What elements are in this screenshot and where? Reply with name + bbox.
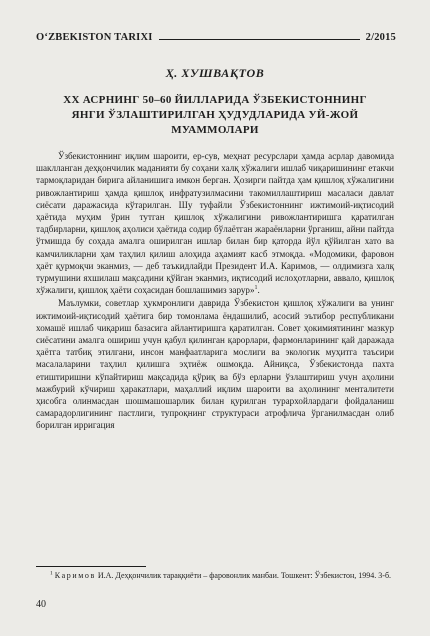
article-author: Ҳ. ХУШВАҚТОВ bbox=[165, 66, 265, 80]
footnote bbox=[36, 571, 394, 582]
header-rule bbox=[159, 39, 360, 40]
paragraph-1-end: . bbox=[257, 285, 260, 296]
footnote-text: И.А. Деҳқончилик тараққиёти – фаровонлик манбаи. Тошкент: Ўзбекистон, 1994. 3-б. bbox=[95, 571, 392, 580]
page-number: 40 bbox=[36, 599, 46, 610]
running-header bbox=[36, 27, 396, 43]
paragraph-1 bbox=[36, 150, 394, 296]
footnote-author: Каримов bbox=[54, 571, 96, 580]
paragraph-2: Маълумки, советлар ҳукмронлиги даврида Ўзбекистон қишлоқ хўжалиги ва унинг ижтимоий-иқтисодий ҳаётига бир томонлама ёндашилиб, асосий эътибор республикани хомашё ишлаб чиқариш базасига айлантиришга қаратилган. Совет ҳокимиятининг мазкур сиёсатини амалга ошириш учун қабул қилинган қарорлари, фармонларининг қай даражада ҳаётга татбиқ этилгани, инсон манфаатларига мослиги ва экологик муҳитга таъсири масалаларини таҳлил қилишга эҳтиёж ошмоқда. Айниқса, Ўзбекистонда пахта етиштиришни кўпайтириш мақсадида қўриқ ва бўз ерларни ўзлаштириш учун аҳолини мажбурий кўчириш ҳаракатлари, маҳаллий иқлим шароити ва аҳолининг менталитети ҳисобга олинмасдан шошмашошарлик билан қурилган турархойлардаги фойдаланиш самарадорлигининг пастлиги, тупроқнинг структураси атрофлича ўрганилмасдан олиб борилган ирригация bbox=[36, 298, 394, 431]
footnote-reference[interactable]: 1 bbox=[254, 285, 258, 292]
journal-name: O‘ZBEKISTON TARIXI bbox=[36, 32, 153, 43]
article-title: XX АСРНИНГ 50–60 ЙИЛЛАРИДА ЎЗБЕКИСТОННИНГ ЯНГИ ЎЗЛАШТИРИЛГАН ҲУДУДЛАРИДА УЙ-ЖОЙ МУАММОЛАРИ bbox=[63, 94, 367, 136]
footnote-marker: 1 bbox=[50, 570, 53, 577]
footnote-divider bbox=[36, 566, 146, 567]
paragraph-1-text: Ўзбекистоннинг иқлим шароити, ер-сув, меҳнат ресурслари ҳамда асрлар давомида шаклланган деҳқончилик маданияти бу соҳани халқ хўжалиги ишлаб чиқаришининг етакчи тармоқларидан бирига айланишига имкон берган. Ҳозирги пайтда ҳам қишлоқ хўжалигини ривожлантириш ҳамда қишлоқ инфратузилмасини такомиллаштириш масаласи давлат сиёсати даражасида кўтарилган. Шу туфайли Ўзбекистоннинг ижтимоий-иқтисодий ҳаётида муҳим ўрин тутган қишлоқ хўжалигини ривожлантиришга қаратилган тадбирларни, қишлоқ аҳолиси ҳаётида содир бўлаётган жараёнларни ўрганиш, айни пайтда ўтмишда бу соҳада амалга оширилган ишлар билан бир қаторда йўл қўйилган хато ва камчиликларни ҳам таҳлил қилиш алоҳида аҳамият касб этмоқда. «Модомики, фаровон ҳаёт қурмоқчи эканмиз, — деб таъкидлайди Президент И.А. Каримов, — олдимизга халқ турмушини яхшилаш мақсадини қўйган эканмиз, иқтисодий ислоҳотларни, аввало, қишлоқ хўжалиги, қишлоқ ҳаёти соҳасидан бошлашимиз зарур» bbox=[36, 151, 394, 296]
article-body bbox=[36, 150, 394, 432]
issue-number: 2/2015 bbox=[365, 32, 396, 43]
